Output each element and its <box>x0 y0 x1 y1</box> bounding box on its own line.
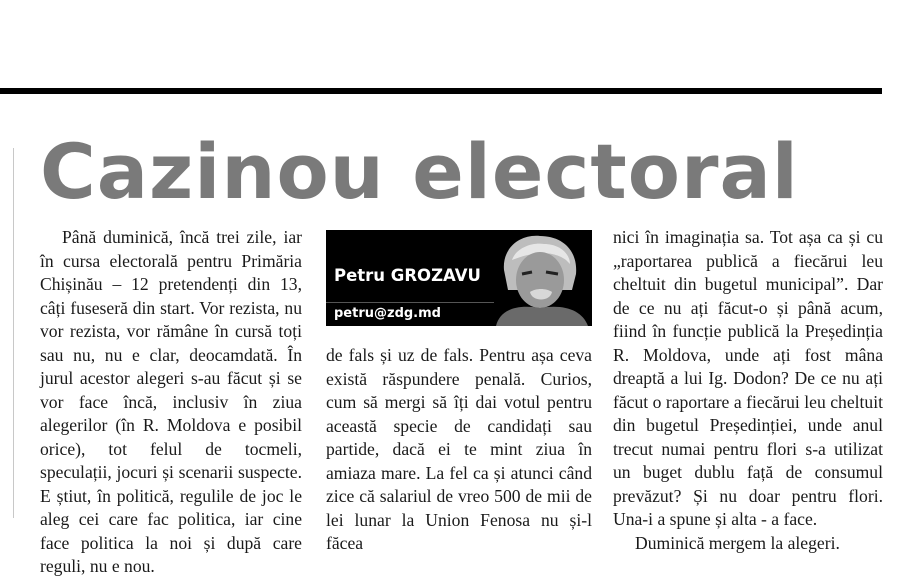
column-3-closing: Duminică mergem la alegeri. <box>635 532 840 553</box>
headline: Cazinou electoral <box>40 127 799 216</box>
author-name: Petru GROZAVU <box>334 266 481 285</box>
top-rule <box>0 88 882 94</box>
author-email-box <box>326 302 494 326</box>
column-1-text: Până duminică, încă trei zile, iar în cursa electorală pentru Primăria Chișinău – 12 pretendenți din 13, câți fuseseră din start. Vor rezista, nu vor rezista, vor rămâne în cursă toți sau nu, nu e clar, deocamdată. În jurul acestor alegeri s-au făcut și se vor face încă, inclusiv în ziua alegerilor (în R. Moldova e posibil orice), tot felul de tocmeli, speculații, jocuri și scenarii suspecte. E știut, în politică, regulile de joc le aleg cei care fac politica, iar cine face politica la noi și după care reguli, nu e nou. <box>40 227 302 576</box>
column-2 <box>326 344 592 556</box>
column-2-text: de fals și uz de fals. Pentru așa ceva există răspundere penală. Curios, cum să mergi să îți dai votul pentru această specie de candidați sau partide, dacă ei te mint ziua în amiaza mare. La fel ca și atunci când zice că salariul de vreo 500 de mii de lei lunar la Union Fenosa nu și-l făcea <box>326 345 592 553</box>
author-email: petru@zdg.md <box>334 306 441 321</box>
author-portrait <box>482 230 592 326</box>
side-rule <box>13 148 14 518</box>
author-byline <box>326 230 592 326</box>
column-3 <box>613 226 883 555</box>
column-3-text: nici în imaginația sa. Tot așa ca și cu „raportarea publică a fiecărui leu cheltuit din bugetul municipal”. Dar de ce nu ați făcut-o și până acum, fiind în funcție publică la Președinția R. Moldova, unde ați fost mâna dreaptă a lui Ig. Dodon? De ce nu ați făcut o raportare a fiecărui leu cheltuit din bugetul Președinției, unde anul trecut numai pentru flori s-a utilizat un buget dublu față de consumul prevăzut? Și nu doar pentru flori. Una-i a spune și alta - a face. <box>613 227 883 529</box>
column-1 <box>40 226 302 579</box>
